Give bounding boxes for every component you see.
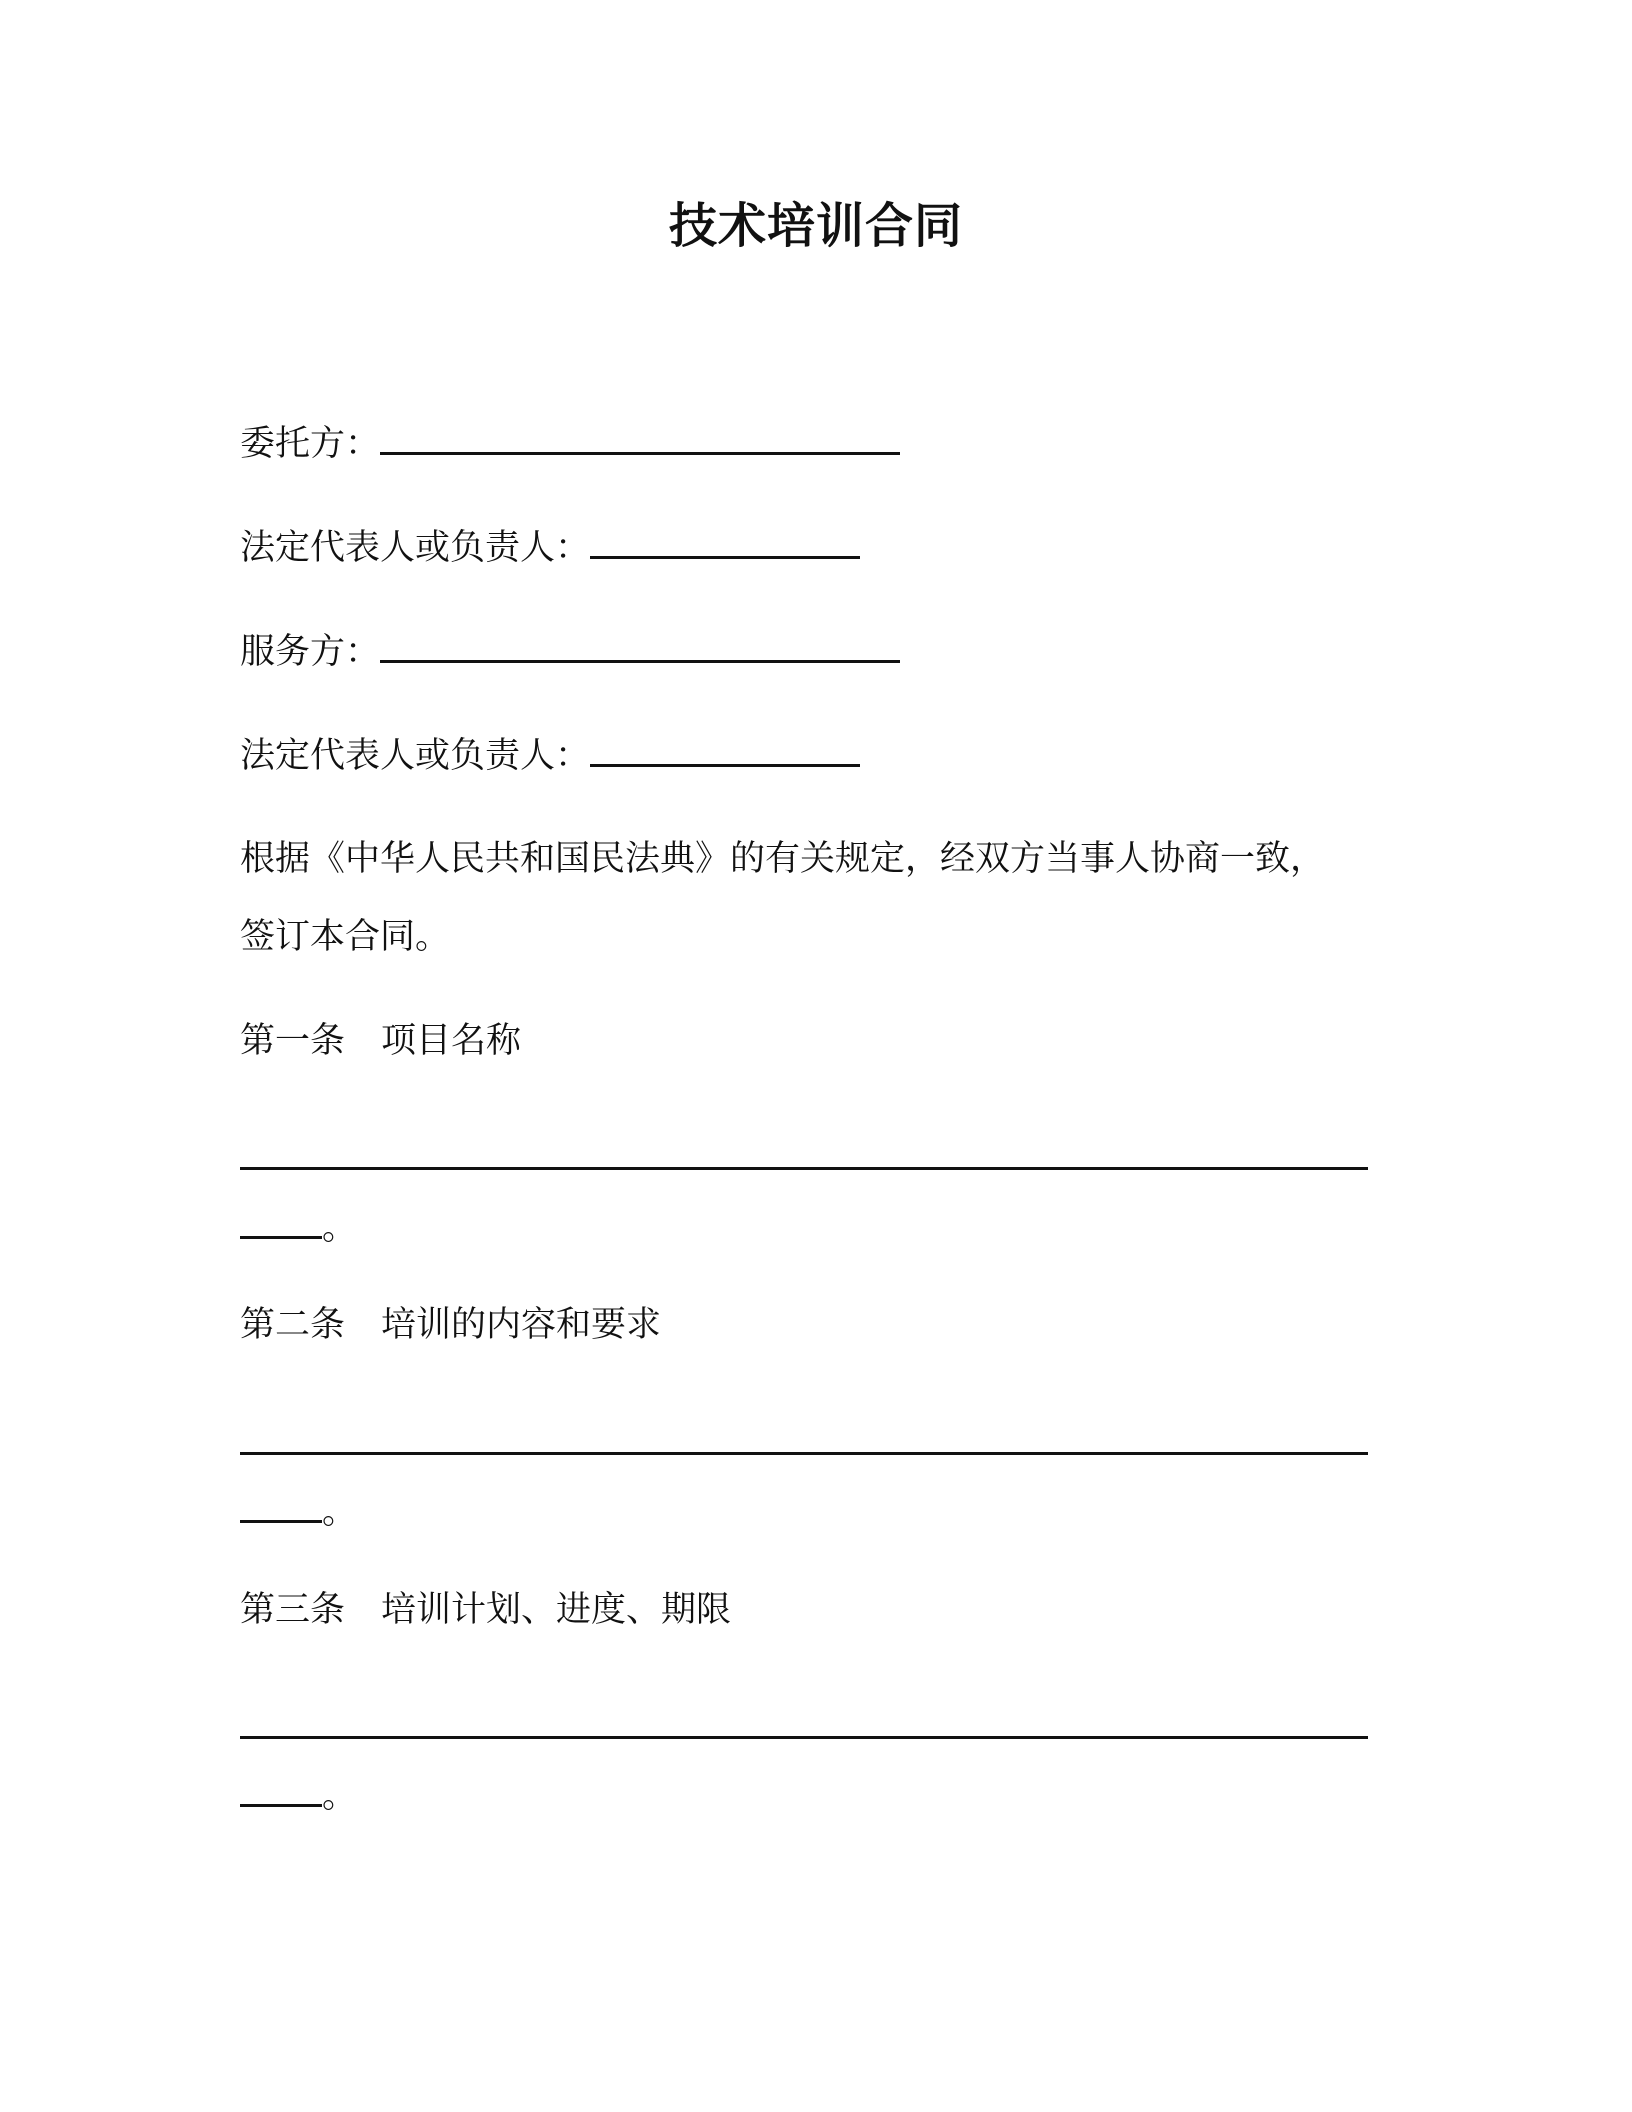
provider-rep-blank[interactable] bbox=[590, 730, 860, 767]
article-3-end-mark: 。 bbox=[322, 1776, 358, 1816]
article-1-heading bbox=[240, 1016, 521, 1066]
provider-rep-label: 法定代表人或负责人： bbox=[240, 736, 591, 776]
article-1-blank-end bbox=[240, 1202, 357, 1253]
article-1-blank-full[interactable] bbox=[240, 1167, 1368, 1170]
article-3-blank-end bbox=[240, 1770, 357, 1821]
client-rep-line bbox=[240, 522, 860, 573]
article-2-number: 第二条 bbox=[240, 1305, 346, 1345]
article-2-title: 培训的内容和要求 bbox=[381, 1305, 662, 1345]
document-title: 技术培训合同 bbox=[668, 198, 963, 254]
article-2-blank-end bbox=[240, 1486, 357, 1537]
article-2-blank-short[interactable] bbox=[240, 1486, 322, 1523]
article-3-title: 培训计划、进度、期限 bbox=[381, 1590, 732, 1630]
client-rep-label: 法定代表人或负责人： bbox=[240, 528, 591, 568]
article-3-blank-full[interactable] bbox=[240, 1736, 1368, 1739]
article-1-title: 项目名称 bbox=[381, 1021, 522, 1061]
provider-rep-line bbox=[240, 730, 860, 781]
article-1-end-mark: 。 bbox=[322, 1208, 358, 1248]
provider-blank[interactable] bbox=[380, 626, 900, 663]
article-1-number: 第一条 bbox=[240, 1021, 346, 1061]
article-3-blank-short[interactable] bbox=[240, 1770, 322, 1807]
client-line bbox=[240, 418, 900, 469]
article-1-blank-short[interactable] bbox=[240, 1202, 322, 1239]
preamble-line-2: 签订本合同。 bbox=[240, 917, 451, 957]
article-2-blank-full[interactable] bbox=[240, 1452, 1368, 1455]
preamble-line-1: 根据《中华人民共和国民法典》的有关规定，经双方当事人协商一致， bbox=[240, 839, 1326, 879]
article-2-heading bbox=[240, 1300, 661, 1350]
provider-line bbox=[240, 626, 900, 677]
article-3-heading bbox=[240, 1585, 731, 1635]
client-label: 委托方： bbox=[240, 424, 381, 464]
client-blank[interactable] bbox=[380, 418, 900, 455]
article-2-end-mark: 。 bbox=[322, 1492, 358, 1532]
client-rep-blank[interactable] bbox=[590, 522, 860, 559]
article-3-number: 第三条 bbox=[240, 1590, 346, 1630]
provider-label: 服务方： bbox=[240, 632, 381, 672]
